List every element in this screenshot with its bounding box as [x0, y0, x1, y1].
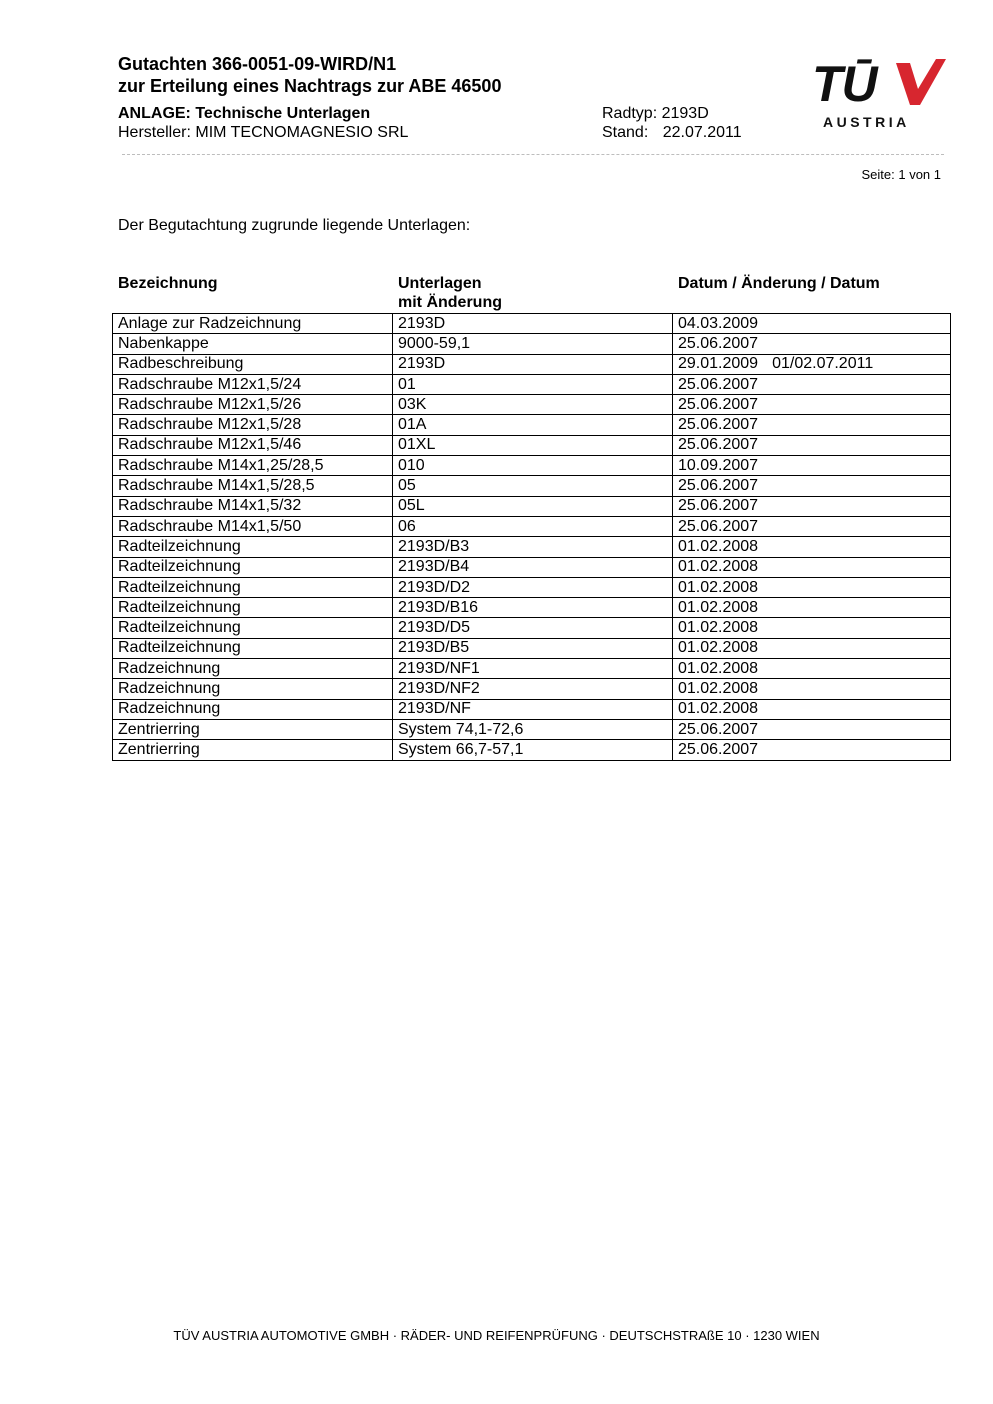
cell-datum	[673, 740, 951, 760]
table-row	[113, 456, 951, 476]
hersteller-label: Hersteller:	[118, 124, 191, 141]
cell-datum	[673, 374, 951, 394]
column-header-unterlagen-line1: Unterlagen	[398, 275, 482, 292]
cell-bezeichnung: Radschraube M12x1,5/28	[113, 415, 393, 435]
radtyp-label: Radtyp:	[602, 105, 658, 122]
datum-value: 01.02.2008	[678, 679, 759, 697]
column-header-unterlagen-line2: mit Änderung	[398, 294, 502, 311]
logo-check-icon	[896, 59, 946, 107]
column-header-unterlagen	[398, 274, 502, 312]
table-row	[113, 638, 951, 658]
cell-bezeichnung: Zentrierring	[113, 719, 393, 739]
table-row	[113, 334, 951, 354]
cell-unterlagen: 2193D/NF	[393, 699, 673, 719]
document-subheader	[118, 104, 408, 142]
table-row	[113, 354, 951, 374]
cell-datum	[673, 516, 951, 536]
cell-unterlagen: 01A	[393, 415, 673, 435]
column-header-bezeichnung: Bezeichnung	[118, 275, 218, 292]
cell-bezeichnung: Radteilzeichnung	[113, 557, 393, 577]
cell-bezeichnung: Radteilzeichnung	[113, 537, 393, 557]
cell-unterlagen: 010	[393, 456, 673, 476]
cell-unterlagen: 2193D/B3	[393, 537, 673, 557]
hersteller-value: MIM TECNOMAGNESIO SRL	[195, 124, 409, 141]
cell-unterlagen: 01	[393, 374, 673, 394]
datum-value: 01.02.2008	[678, 537, 759, 555]
page-number: Seite: 1 von 1	[861, 167, 941, 182]
cell-datum	[673, 659, 951, 679]
table-row	[113, 679, 951, 699]
column-header-datum: Datum / Änderung / Datum	[678, 275, 880, 292]
cell-unterlagen: 2193D	[393, 354, 673, 374]
documents-table	[112, 313, 951, 761]
stand-label: Stand:	[602, 124, 649, 141]
cell-unterlagen: 2193D/B4	[393, 557, 673, 577]
cell-datum	[673, 354, 951, 374]
table-row	[113, 699, 951, 719]
datum-value: 25.06.2007	[678, 477, 759, 495]
cell-datum	[673, 395, 951, 415]
stand-value: 22.07.2011	[662, 124, 742, 141]
datum-value: 25.06.2007	[678, 334, 759, 352]
table-row	[113, 598, 951, 618]
datum-value: 25.06.2007	[678, 720, 759, 738]
title-line-2: zur Erteilung eines Nachtrags zur ABE 46500	[118, 76, 502, 96]
title-line-1: Gutachten 366-0051-09-WIRD/N1	[118, 54, 397, 74]
table-row	[113, 618, 951, 638]
cell-datum	[673, 638, 951, 658]
cell-bezeichnung: Radteilzeichnung	[113, 618, 393, 638]
cell-datum	[673, 435, 951, 455]
datum-value: 01.02.2008	[678, 558, 759, 576]
datum-value: 25.06.2007	[678, 395, 759, 413]
table-row	[113, 395, 951, 415]
cell-bezeichnung: Radzeichnung	[113, 659, 393, 679]
datum-value: 04.03.2009	[678, 314, 759, 332]
datum-value: 25.06.2007	[678, 375, 759, 393]
datum-value: 01.02.2008	[678, 700, 759, 718]
cell-unterlagen: 2193D/NF1	[393, 659, 673, 679]
cell-unterlagen: 01XL	[393, 435, 673, 455]
anlage-line	[118, 104, 408, 123]
document-meta	[602, 104, 742, 142]
cell-unterlagen: 06	[393, 516, 673, 536]
table-row	[113, 516, 951, 536]
datum-value: 25.06.2007	[678, 517, 759, 535]
datum-value: 01.02.2008	[678, 659, 759, 677]
cell-datum	[673, 314, 951, 334]
datum-value: 10.09.2007	[678, 456, 759, 474]
table-row	[113, 476, 951, 496]
radtyp-line	[602, 104, 742, 123]
cell-unterlagen: System 66,7-57,1	[393, 740, 673, 760]
cell-datum	[673, 496, 951, 516]
cell-bezeichnung: Radschraube M12x1,5/24	[113, 374, 393, 394]
cell-unterlagen: 2193D/D2	[393, 577, 673, 597]
cell-datum	[673, 415, 951, 435]
datum-value: 01.02.2008	[678, 639, 759, 657]
header-divider	[122, 154, 944, 155]
table-row	[113, 537, 951, 557]
cell-datum	[673, 537, 951, 557]
cell-unterlagen: 9000-59,1	[393, 334, 673, 354]
cell-unterlagen: 03K	[393, 395, 673, 415]
cell-bezeichnung: Radschraube M14x1,5/32	[113, 496, 393, 516]
table-row	[113, 435, 951, 455]
tuv-austria-logo	[812, 56, 946, 132]
cell-bezeichnung: Radzeichnung	[113, 699, 393, 719]
table-row	[113, 577, 951, 597]
cell-unterlagen: 05	[393, 476, 673, 496]
cell-unterlagen: 05L	[393, 496, 673, 516]
datum-value: 01.02.2008	[678, 598, 759, 616]
datum-value: 25.06.2007	[678, 740, 759, 758]
cell-unterlagen: 2193D/B16	[393, 598, 673, 618]
datum-value: 29.01.2009	[678, 355, 759, 373]
cell-bezeichnung: Radbeschreibung	[113, 354, 393, 374]
anlage-value: Technische Unterlagen	[195, 105, 371, 122]
table-row	[113, 496, 951, 516]
intro-text: Der Begutachtung zugrunde liegende Unterlagen:	[118, 217, 471, 234]
documents-table-body	[113, 314, 951, 761]
document-title	[118, 53, 501, 97]
cell-bezeichnung: Radschraube M14x1,5/28,5	[113, 476, 393, 496]
datum-value: 01.02.2008	[678, 619, 759, 637]
hersteller-line	[118, 123, 408, 142]
cell-bezeichnung: Radschraube M12x1,5/26	[113, 395, 393, 415]
cell-unterlagen: 2193D/B5	[393, 638, 673, 658]
datum-value: 25.06.2007	[678, 436, 759, 454]
cell-bezeichnung: Radschraube M14x1,5/50	[113, 516, 393, 536]
cell-unterlagen: 2193D/D5	[393, 618, 673, 638]
datum-change-value: 01/02.07.2011	[772, 355, 874, 373]
cell-bezeichnung: Radzeichnung	[113, 679, 393, 699]
cell-datum	[673, 618, 951, 638]
datum-value: 25.06.2007	[678, 416, 759, 434]
cell-bezeichnung: Radteilzeichnung	[113, 598, 393, 618]
table-row	[113, 557, 951, 577]
cell-datum	[673, 679, 951, 699]
radtyp-value: 2193D	[661, 105, 709, 122]
cell-datum	[673, 699, 951, 719]
cell-datum	[673, 719, 951, 739]
table-row	[113, 374, 951, 394]
stand-line	[602, 123, 742, 142]
logo-sub-text: AUSTRIA	[823, 114, 910, 130]
logo-main-text: TŪ	[812, 56, 877, 112]
table-row	[113, 740, 951, 760]
cell-bezeichnung: Radteilzeichnung	[113, 638, 393, 658]
cell-datum	[673, 476, 951, 496]
anlage-label: ANLAGE:	[118, 105, 191, 122]
cell-datum	[673, 456, 951, 476]
cell-bezeichnung: Nabenkappe	[113, 334, 393, 354]
cell-bezeichnung: Anlage zur Radzeichnung	[113, 314, 393, 334]
cell-datum	[673, 598, 951, 618]
cell-unterlagen: 2193D	[393, 314, 673, 334]
cell-datum	[673, 577, 951, 597]
cell-datum	[673, 557, 951, 577]
table-row	[113, 415, 951, 435]
page-footer: TÜV AUSTRIA AUTOMOTIVE GMBH · RÄDER- UND REIFENPRÜFUNG · DEUTSCHSTRAßE 10 · 1230 WIEN	[173, 1328, 820, 1343]
table-row	[113, 719, 951, 739]
datum-value: 01.02.2008	[678, 578, 759, 596]
cell-datum	[673, 334, 951, 354]
cell-bezeichnung: Radschraube M14x1,25/28,5	[113, 456, 393, 476]
cell-bezeichnung: Radschraube M12x1,5/46	[113, 435, 393, 455]
datum-value: 25.06.2007	[678, 497, 759, 515]
table-row	[113, 314, 951, 334]
cell-bezeichnung: Zentrierring	[113, 740, 393, 760]
table-row	[113, 659, 951, 679]
cell-bezeichnung: Radteilzeichnung	[113, 577, 393, 597]
cell-unterlagen: 2193D/NF2	[393, 679, 673, 699]
cell-unterlagen: System 74,1-72,6	[393, 719, 673, 739]
